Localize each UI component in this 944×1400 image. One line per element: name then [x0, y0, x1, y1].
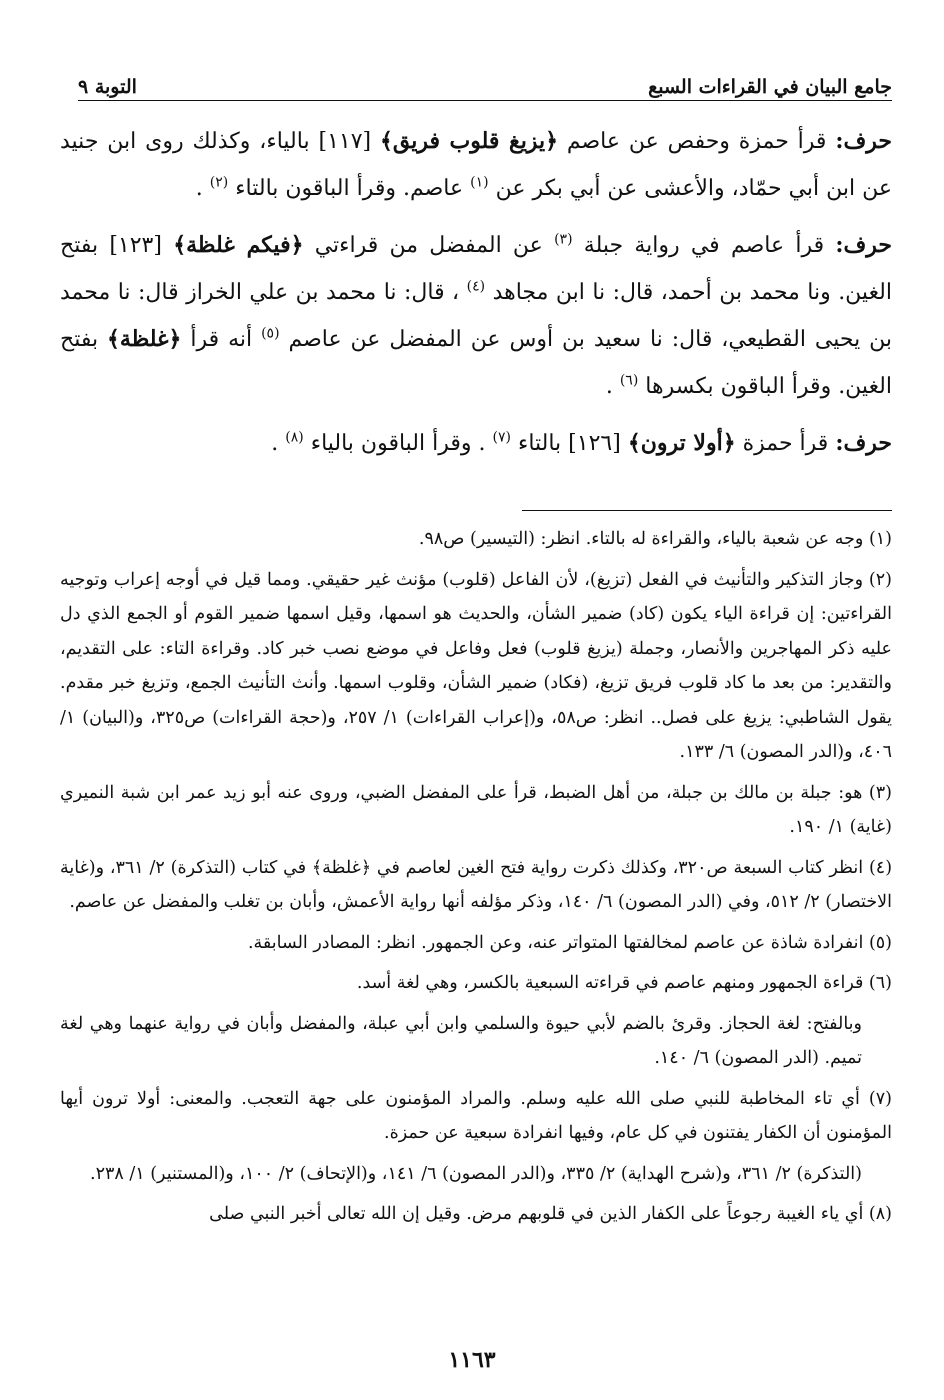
- text-segment: قرأ عاصم في رواية جبلة: [583, 233, 825, 258]
- text-segment: [١٢٣] بفتح الغين. ونا محمد بن أحمد، قال: نا ابن مجاهد: [60, 233, 893, 305]
- footnote-ref[interactable]: (٧): [492, 429, 511, 446]
- footnote-2: (٢) وجاز التذكير والتأنيث في الفعل (تزيغ)، لأن الفاعل (قلوب) مؤنث غير حقيقي. ومما قيل في أوجه إعراب وتوجيه القراءتين: إن قراءة الياء يكون (كاد) ضمير الشأن، والحديث هو اسمها، وقيل اسمها ضمير القوم أو الجمع الذي دل عليه ذكر المهاجرين والأنصار، وجملة (يزيغ قلوب) فعل وفاعل في موضع نصب خبر كاد. وقراءة التاء: على التقديم، والتقدير: من بعد ما كاد قلوب فريق تزيغ، (فكاد) ضمير الشأن، وقلوب اسمها. وأنث التأنيث الجمع، وتزيغ خبر مقدم. يقول الشاطبي: يزيغ على فصل.. انظر: ص٥٨، و(إعراب القراءات) ١/ ٢٥٧، و(حجة القراءات) ص٣٢٥، و(البيان) ١/ ٤٠٦، و(الدر المصون) ٦/ ١٣٣.: [60, 569, 892, 762]
- footnote-7: (٧) أي تاء المخاطبة للنبي صلى الله عليه وسلم. والمراد المؤمنون على جهة التعجب. والمعنى: أولا ترون أيها المؤمنون أن الكفار يفتنون في كل عام، وفيها انفرادة سبعية عن حمزة.: [60, 1088, 892, 1143]
- harf-label: حرف:: [835, 430, 892, 456]
- text-segment: .: [271, 431, 279, 456]
- quran-quote: ﴿أولا ترون﴾: [627, 430, 736, 456]
- footnote-7-continuation: (التذكرة) ٢/ ٣٦١، و(شرح الهداية) ٢/ ٣٣٥، و(الدر المصون) ٦/ ١٤١، و(الإتحاف) ٢/ ١٠٠، و(المستنير) ١/ ٢٣٨.: [90, 1163, 862, 1184]
- harf-label: حرف:: [835, 232, 893, 258]
- text-segment: [١٢٦] بالتاء: [517, 431, 621, 456]
- footnote-6: (٦) قراءة الجمهور ومنهم عاصم في قراءته السبعية بالكسر، وهي لغة أسد.: [356, 973, 892, 993]
- footnote-1: (١) وجه عن شعبة بالياء، والقراءة له بالتاء. انظر: (التيسير) ص٩٨.: [418, 529, 892, 549]
- footnote-ref[interactable]: (٥): [261, 325, 280, 342]
- text-segment: .: [195, 176, 203, 201]
- text-segment: [١١٧] بالياء، وكذلك روى ابن جنيد عن ابن أبي حمّاد، والأعشى عن أبي بكر عن: [60, 129, 892, 201]
- text-segment: . وقرأ الباقون بالياء: [310, 431, 486, 456]
- footnote-8: (٨) أي ياء الغيبة رجوعاً على الكفار الذين في قلوبهم مرض. وقيل إن الله تعالى أخبر النبي صلى: [209, 1204, 892, 1224]
- footnote-4: (٤) انظر كتاب السبعة ص٣٢٠، وكذلك ذكرت رواية فتح الغين لعاصم في ﴿غلظة﴾ في كتاب (التذكرة) ٢/ ٣٦١، و(غاية الاختصار) ٢/ ٥١٢، وفي (الدر المصون) ٦/ ١٤٠، وذكر مؤلفه أنها رواية الأعمش، وأبان بن تغلب والمفضل عن عاصم.: [60, 857, 893, 912]
- quran-quote: ﴿غلظة﴾: [107, 326, 182, 352]
- harf-label: حرف:: [835, 128, 892, 154]
- main-text: [60, 118, 892, 477]
- footnote-3: (٣) هو: جبلة بن مالك بن جبلة، من أهل الضبط، قرأ على المفضل الضبي، وروى عنه أبو زيد عمر ابن شبة النميري (غاية) ١/ ١٩٠.: [60, 782, 892, 837]
- main-paragraph: [60, 420, 892, 467]
- text-segment: .: [605, 374, 613, 399]
- footnote-ref[interactable]: (١): [470, 174, 489, 191]
- text-segment: أنه قرأ: [181, 327, 253, 352]
- footnote-ref[interactable]: (٢): [209, 174, 229, 191]
- header-surah-name: التوبة ٩: [78, 76, 137, 98]
- footnote-6-continuation: وبالفتح: لغة الحجاز. وقرئ بالضم لأبي حيوة والسلمي وابن أبي عبلة، والمفضل وأبان في رواية عنهما وهي لغة تميم. (الدر المصون) ٦/ ١٤٠.: [60, 1013, 862, 1068]
- footnote-5: (٥) انفرادة شاذة عن عاصم لمخالفتها المتواتر عنه، وعن الجمهور. انظر: المصادر السابقة.: [247, 932, 892, 953]
- text-segment: قرأ حمزة وحفص عن عاصم: [557, 129, 827, 154]
- footnotes-section: [60, 522, 892, 1238]
- footnote-ref[interactable]: (٤): [466, 278, 486, 295]
- text-segment: بفتح الغين. وقرأ الباقون بكسرها: [60, 327, 892, 399]
- footnote-divider: [522, 510, 892, 511]
- text-segment: قرأ حمزة: [735, 431, 829, 456]
- footnote-ref[interactable]: (٦): [619, 372, 639, 389]
- page-number: ١١٦٣: [448, 1347, 496, 1373]
- main-paragraph: [60, 118, 892, 212]
- footnote-ref[interactable]: (٨): [285, 429, 304, 446]
- text-segment: عاصم. وقرأ الباقون بالتاء: [235, 176, 464, 201]
- text-segment: عن المفضل من قراءتي: [303, 233, 543, 258]
- main-paragraph: [60, 222, 892, 410]
- footnote-ref[interactable]: (٣): [554, 231, 573, 248]
- text-segment: ، قال: نا محمد بن علي الخراز قال: نا محمد بن يحيى القطيعي، قال: نا سعيد بن أوس عن المفضل عن عاصم: [60, 280, 892, 352]
- running-header: [78, 70, 892, 101]
- quran-quote: ﴿يزيغ قلوب فريق﴾: [380, 128, 558, 154]
- quran-quote: ﴿فيكم غلظة﴾: [173, 232, 304, 258]
- header-book-title: جامع البيان في القراءات السبع: [648, 76, 892, 98]
